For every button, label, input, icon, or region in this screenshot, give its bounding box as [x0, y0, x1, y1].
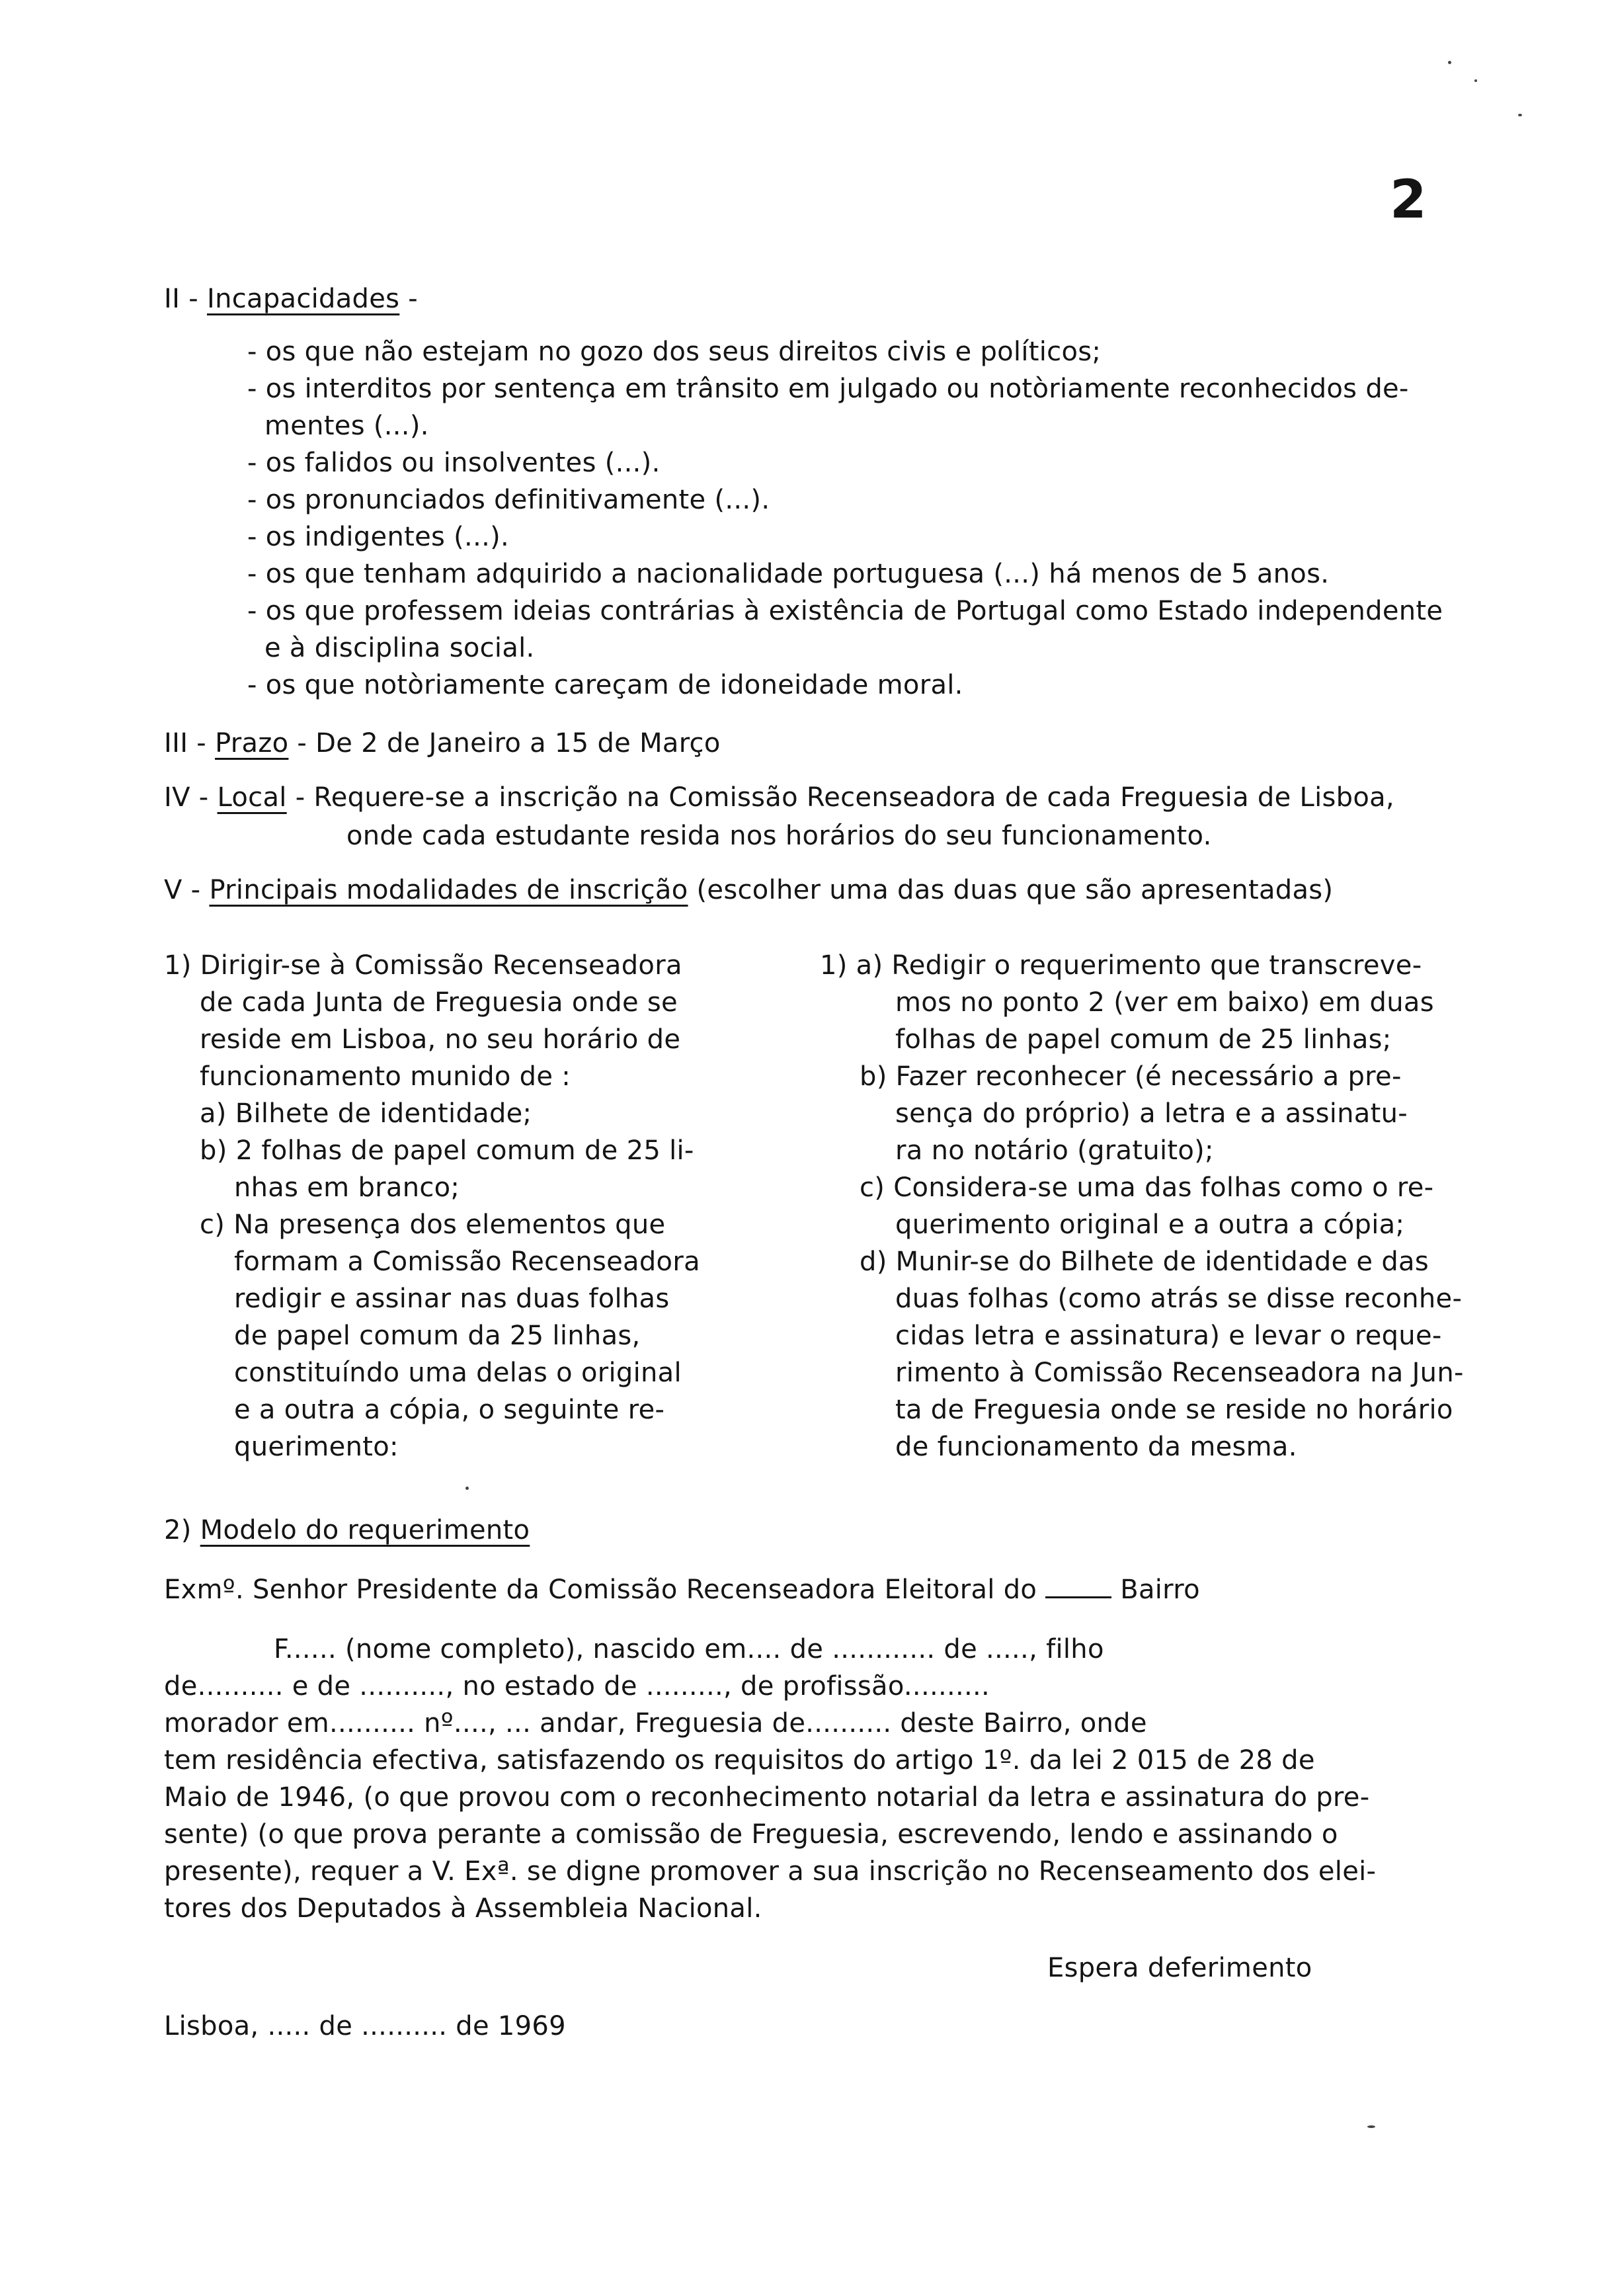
column-line: b) 2 folhas de papel comum de 25 li- — [200, 1135, 694, 1166]
section-title: Principais modalidades de inscrição — [209, 875, 688, 905]
list-item: - os pronunciados definitivamente (...). — [247, 485, 770, 515]
column-line: de cada Junta de Freguesia onde se — [200, 987, 678, 1018]
column-line: cidas letra e assinatura) e levar o reque- — [895, 1321, 1442, 1351]
column-line: nhas em branco; — [234, 1172, 460, 1203]
section-title: Local — [217, 782, 287, 813]
scan-speck — [1367, 2125, 1375, 2128]
column-line: ta de Freguesia onde se reside no horário — [895, 1395, 1453, 1425]
list-item: - os interditos por sentença em trânsito em julgado ou notòriamente reconhecidos de- — [247, 374, 1409, 404]
page-number: 2 — [1390, 169, 1427, 230]
column-line: a) Bilhete de identidade; — [200, 1098, 532, 1129]
column-line: reside em Lisboa, no seu horário de — [200, 1024, 681, 1055]
column-line: 1) Dirigir-se à Comissão Recenseadora — [164, 950, 682, 981]
column-line: constituíndo uma delas o original — [234, 1358, 682, 1388]
model-heading-title: Modelo do requerimento — [200, 1515, 530, 1545]
model-body-line: Maio de 1946, (o que provou com o reconhecimento notarial da letra e assinatura do pre- — [164, 1782, 1370, 1813]
column-line: folhas de papel comum de 25 linhas; — [895, 1024, 1392, 1055]
section-suffix: - — [399, 284, 419, 314]
scan-speck — [1448, 61, 1451, 64]
column-line: ra no notário (gratuito); — [895, 1135, 1214, 1166]
closing-formula: Espera deferimento — [1047, 1953, 1312, 1983]
column-line: de funcionamento da mesma. — [895, 1432, 1297, 1462]
section-number: V - — [164, 875, 201, 905]
list-item: mentes (...). — [264, 411, 429, 441]
model-body-line: de.......... e de .........., no estado de ........., de profissão.......... — [164, 1671, 990, 1702]
column-line: c) Considera-se uma das folhas como o re- — [860, 1172, 1434, 1203]
addressee-end: Bairro — [1120, 1575, 1200, 1605]
section-note: (escolher uma das duas que são apresentadas) — [688, 875, 1334, 905]
blank-line — [1045, 1577, 1111, 1598]
model-addressee — [164, 1577, 1200, 1603]
section-modalidades-heading — [164, 877, 1333, 903]
list-item: - os que professem ideias contrárias à existência de Portugal como Estado independente — [247, 596, 1443, 626]
column-line: formam a Comissão Recenseadora — [234, 1247, 700, 1277]
column-line: de papel comum da 25 linhas, — [234, 1321, 641, 1351]
section-text: - Requere-se a inscrição na Comissão Recenseadora de cada Freguesia de Lisboa, — [286, 782, 1394, 813]
column-line: 1) a) Redigir o requerimento que transcreve- — [820, 950, 1422, 981]
column-line: rimento à Comissão Recenseadora na Jun- — [895, 1358, 1464, 1388]
model-body-line: presente), requer a V. Exª. se digne promover a sua inscrição no Recenseamento dos elei- — [164, 1856, 1377, 1887]
scan-speck — [1474, 79, 1477, 82]
section-local — [164, 784, 1394, 811]
model-body-line: F...... (nome completo), nascido em.... de ............ de ....., filho — [274, 1634, 1104, 1664]
column-line: sença do próprio) a letra e a assinatu- — [895, 1098, 1408, 1129]
section-number: II - — [164, 284, 198, 314]
column-line: b) Fazer reconhecer (é necessário a pre- — [860, 1061, 1402, 1092]
list-item: - os que não estejam no gozo dos seus direitos civis e políticos; — [247, 337, 1102, 367]
section-prazo — [164, 730, 721, 757]
model-heading — [164, 1517, 530, 1543]
column-line: querimento: — [234, 1432, 399, 1462]
model-body-line: morador em.......... nº...., ... andar, Freguesia de.......... deste Bairro, onde — [164, 1708, 1147, 1739]
section-title: Incapacidades — [206, 284, 400, 314]
column-line: redigir e assinar nas duas folhas — [234, 1284, 670, 1314]
model-body-line: tem residência efectiva, satisfazendo os requisitos do artigo 1º. da lei 2 015 de 28 de — [164, 1745, 1315, 1776]
list-item: - os que tenham adquirido a nacionalidade portuguesa (...) há menos de 5 anos. — [247, 559, 1330, 589]
list-item: - os indigentes (...). — [247, 522, 510, 552]
scan-speck — [1518, 114, 1522, 116]
column-line: funcionamento munido de : — [200, 1061, 571, 1092]
section-local-continuation: onde cada estudante resida nos horários do seu funcionamento. — [346, 821, 1212, 851]
model-body-line: sente) (o que prova perante a comissão de Freguesia, escrevendo, lendo e assinando o — [164, 1819, 1338, 1850]
column-line: duas folhas (como atrás se disse reconhe- — [895, 1284, 1463, 1314]
model-body-line: tores dos Deputados à Assembleia Nacional. — [164, 1893, 762, 1924]
list-item: - os falidos ou insolventes (...). — [247, 448, 661, 478]
list-item: - os que notòriamente careçam de idoneidade moral. — [247, 670, 963, 700]
column-line: mos no ponto 2 (ver em baixo) em duas — [895, 987, 1434, 1018]
column-line: c) Na presença dos elementos que — [200, 1210, 666, 1240]
model-heading-number: 2) — [164, 1515, 200, 1545]
section-incapacidades-heading — [164, 286, 418, 312]
column-line: querimento original e a outra a cópia; — [895, 1210, 1405, 1240]
section-number: IV - — [164, 782, 209, 813]
list-item: e à disciplina social. — [264, 633, 535, 663]
column-line: d) Munir-se do Bilhete de identidade e das — [860, 1247, 1429, 1277]
section-title: Prazo — [215, 728, 289, 758]
column-line: e a outra a cópia, o seguinte re- — [234, 1395, 665, 1425]
addressee-text: Exmº. Senhor Presidente da Comissão Recenseadora Eleitoral do — [164, 1575, 1037, 1605]
place-and-date: Lisboa, ..... de .......... de 1969 — [164, 2011, 566, 2041]
section-number: III - — [164, 728, 207, 758]
section-text: - De 2 de Janeiro a 15 de Março — [288, 728, 721, 758]
scan-speck — [465, 1487, 469, 1490]
